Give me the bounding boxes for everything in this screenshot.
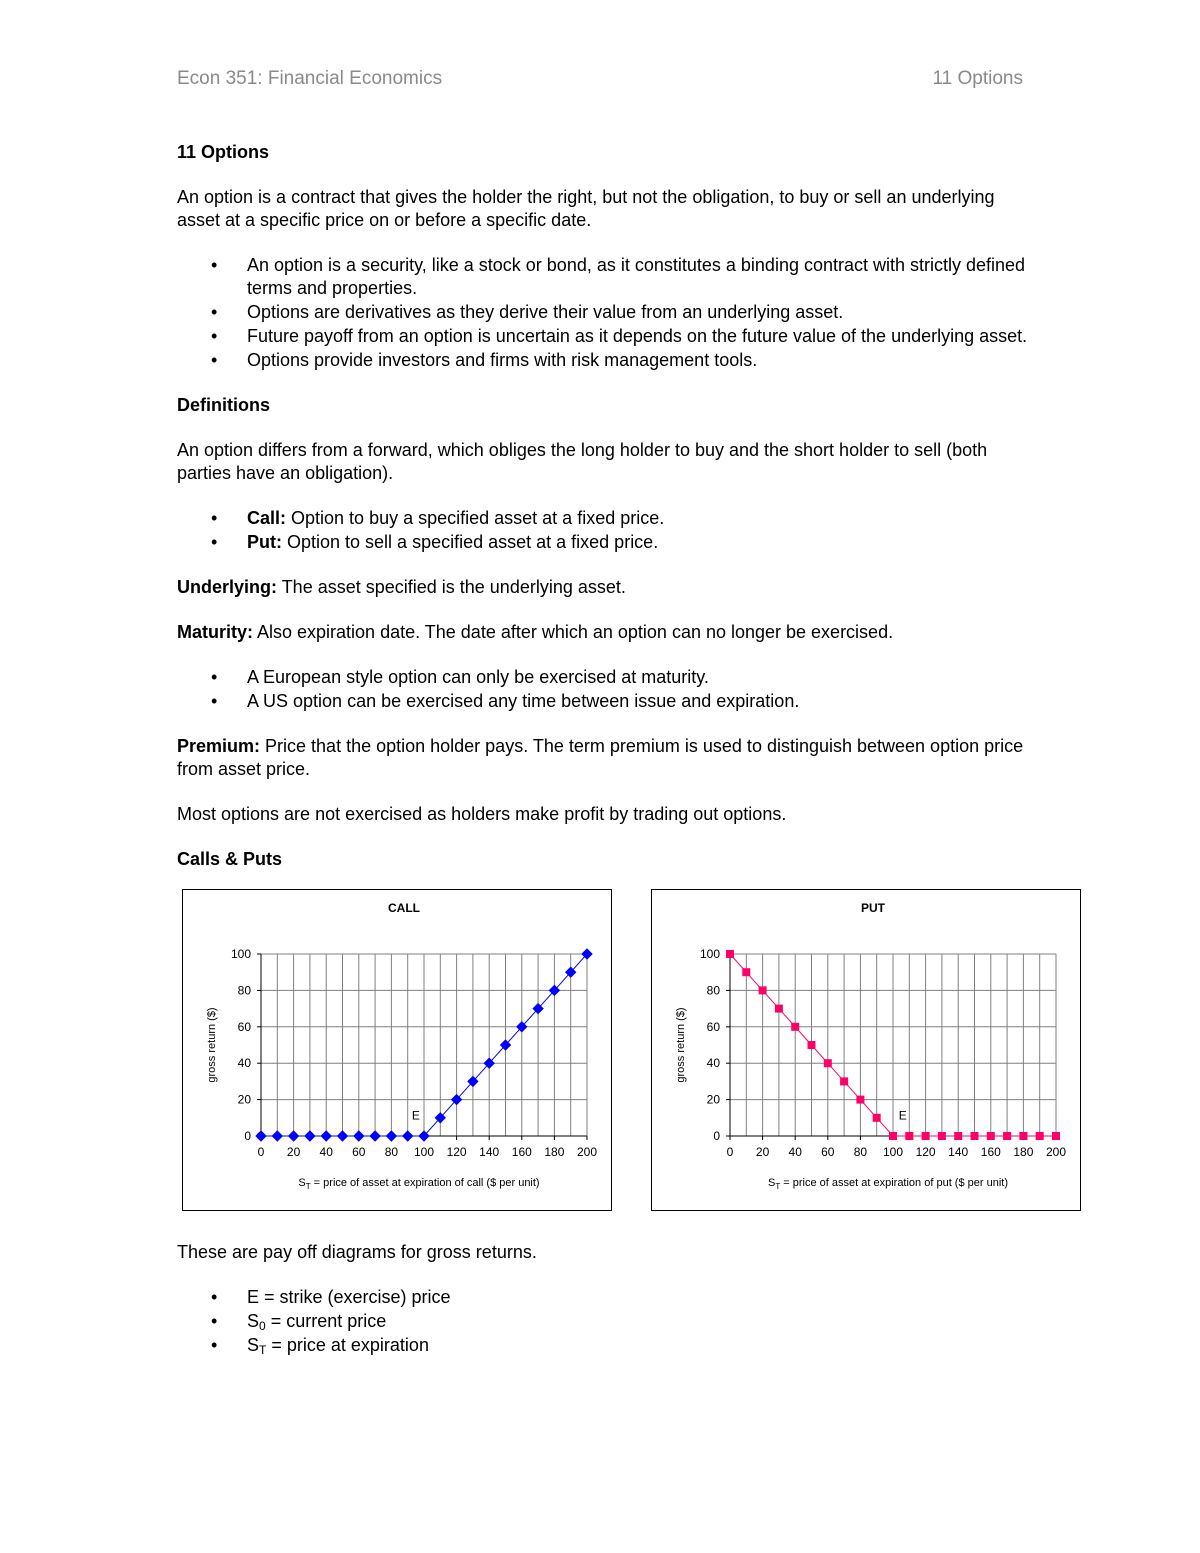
data-point (386, 1131, 396, 1141)
x-tick-label: 200 (576, 1145, 598, 1159)
y-tick-label: 40 (237, 1056, 251, 1071)
list-item-put (177, 531, 1037, 554)
definition-premium: Price that the option holder pays. The term premium is used to distinguish between option price from asset price. (177, 736, 1024, 779)
data-point (889, 1132, 897, 1140)
chart-title: CALL (388, 901, 420, 915)
definition-underlying: The asset specified is the underlying asset. (277, 577, 626, 597)
data-point (289, 1131, 299, 1141)
data-point (971, 1132, 979, 1140)
list-item: • A US option can be exercised any time between issue and expiration. (177, 690, 1037, 713)
list-item: • A European style option can only be exercised at maturity. (177, 666, 1037, 689)
data-point (938, 1132, 946, 1140)
data-point (1052, 1132, 1060, 1140)
data-point (824, 1059, 832, 1067)
strike-annotation: E (898, 1108, 907, 1123)
x-tick-label: 80 (384, 1145, 399, 1159)
definition-call: Option to buy a specified asset at a fixed price. (286, 508, 665, 528)
premium-paragraph (177, 735, 1037, 781)
symbol-e: E (247, 1287, 260, 1307)
y-tick-label: 60 (237, 1019, 251, 1034)
y-tick-label: 60 (706, 1019, 720, 1034)
put-chart (651, 889, 1081, 1211)
definitions-heading: Definitions (177, 395, 270, 415)
data-point (791, 1023, 799, 1031)
x-tick-label: 80 (853, 1145, 868, 1159)
x-tick-label: 100 (882, 1145, 904, 1159)
data-point (840, 1077, 848, 1085)
x-tick-label: 100 (413, 1145, 435, 1159)
y-tick-label: 0 (244, 1129, 251, 1143)
list-item: • Options provide investors and firms with risk management tools. (177, 349, 1037, 372)
data-point (726, 950, 734, 958)
data-point (742, 968, 750, 976)
list-item: • Future payoff from an option is uncertain as it depends on the future value of the underlying asset. (177, 325, 1037, 348)
y-axis-label: gross return ($) (675, 1007, 687, 1083)
section-title: 11 Options (177, 142, 270, 162)
term-maturity: Maturity: (177, 622, 253, 642)
x-axis-label: $S_T$ = price of asset at expiration of put ($ per unit) (768, 1177, 1008, 1191)
y-tick-label: 20 (237, 1092, 251, 1107)
y-tick-label: 20 (706, 1092, 720, 1107)
x-tick-label: 160 (511, 1145, 532, 1159)
list-item-expiration-price (177, 1334, 1037, 1357)
data-point (856, 1096, 864, 1104)
definition-strike: = strike (exercise) price (259, 1287, 451, 1307)
y-tick-label: 100 (699, 947, 720, 961)
symbol-s: S (247, 1311, 260, 1331)
list-item-current-price (177, 1310, 1037, 1333)
underlying-paragraph (177, 576, 1037, 599)
x-tick-label: 120 (446, 1145, 467, 1159)
data-point (272, 1131, 282, 1141)
y-tick-label: 100 (230, 947, 251, 961)
x-tick-label: 120 (915, 1145, 936, 1159)
chart-title: PUT (861, 901, 885, 915)
x-tick-label: 40 (788, 1145, 802, 1159)
definition-expiration-price: = price at expiration (266, 1335, 429, 1355)
data-point (354, 1131, 364, 1141)
calls-puts-heading: Calls & Puts (177, 849, 283, 869)
legend-bullet-list (177, 1286, 1037, 1357)
call-chart (182, 889, 612, 1211)
data-point (759, 986, 767, 994)
data-point (256, 1131, 266, 1141)
definition-current-price: = current price (265, 1311, 387, 1331)
x-tick-label: 20 (755, 1145, 770, 1159)
data-point (321, 1131, 331, 1141)
x-tick-label: 140 (479, 1145, 500, 1159)
x-tick-label: 20 (286, 1145, 301, 1159)
data-point (922, 1132, 930, 1140)
subscript-t: T (259, 1343, 267, 1357)
term-put: Put: (247, 532, 282, 552)
data-point (1019, 1132, 1027, 1140)
x-tick-label: 200 (1045, 1145, 1067, 1159)
data-point (338, 1131, 348, 1141)
data-point (403, 1131, 413, 1141)
data-point (987, 1132, 995, 1140)
term-premium: Premium: (177, 736, 261, 756)
y-tick-label: 0 (713, 1129, 720, 1143)
data-point (873, 1114, 881, 1122)
call-chart-svg (183, 890, 611, 1210)
data-point (808, 1041, 816, 1049)
maturity-bullet-list (177, 666, 1037, 713)
y-tick-label: 80 (706, 983, 720, 998)
data-point (1003, 1132, 1011, 1140)
x-axis-label: $S_T$ = price of asset at expiration of call ($ per unit) (298, 1177, 540, 1191)
payoff-note: These are pay off diagrams for gross returns. (177, 1242, 537, 1262)
document-body (177, 141, 1067, 1379)
x-tick-label: 180 (1013, 1145, 1034, 1159)
data-point (370, 1131, 380, 1141)
x-tick-label: 140 (948, 1145, 969, 1159)
x-tick-label: 160 (980, 1145, 1001, 1159)
list-item: • Options are derivatives as they derive their value from an underlying asset. (177, 301, 1037, 324)
x-tick-label: 60 (821, 1145, 835, 1159)
y-tick-label: 80 (237, 983, 251, 998)
data-point (954, 1132, 962, 1140)
x-tick-label: 40 (319, 1145, 333, 1159)
definition-maturity: Also expiration date. The date after which an option can no longer be exercised. (253, 622, 894, 642)
put-chart-svg (652, 890, 1080, 1210)
definition-bullet-list (177, 507, 1037, 554)
definition-put: Option to sell a specified asset at a fixed price. (282, 532, 659, 552)
most-options-paragraph: Most options are not exercised as holders make profit by trading out options. (177, 804, 787, 824)
y-axis-label: gross return ($) (206, 1007, 218, 1083)
intro-paragraph: An option is a contract that gives the holder the right, but not the obligation, to buy or sell an underlying asset at a specific price on or before a specific date. (177, 187, 995, 230)
data-point (1036, 1132, 1044, 1140)
x-tick-label: 0 (726, 1145, 734, 1159)
x-tick-label: 0 (257, 1145, 265, 1159)
list-item-call (177, 507, 1037, 530)
symbol-s: S (247, 1335, 260, 1355)
term-underlying: Underlying: (177, 577, 278, 597)
strike-annotation: E (411, 1108, 420, 1123)
term-call: Call: (247, 508, 287, 528)
list-item: • An option is a security, like a stock or bond, as it constitutes a binding contract with strictly defined terms and properties. (177, 254, 1037, 300)
subscript-0: 0 (259, 1319, 266, 1333)
y-tick-label: 40 (706, 1056, 720, 1071)
x-tick-label: 180 (544, 1145, 565, 1159)
data-point (775, 1005, 783, 1013)
data-point (305, 1131, 315, 1141)
maturity-paragraph (177, 621, 1037, 644)
running-header-course: Econ 351: Financial Economics (177, 68, 443, 89)
running-header-chapter: 11 Options (932, 68, 1023, 89)
definitions-intro: An option differs from a forward, which obliges the long holder to buy and the short holder to sell (both parties have an obligation). (177, 440, 988, 483)
payoff-charts (177, 889, 1067, 1217)
intro-bullet-list (177, 254, 1037, 372)
list-item-strike (177, 1286, 1037, 1309)
x-tick-label: 60 (352, 1145, 366, 1159)
data-point (905, 1132, 913, 1140)
